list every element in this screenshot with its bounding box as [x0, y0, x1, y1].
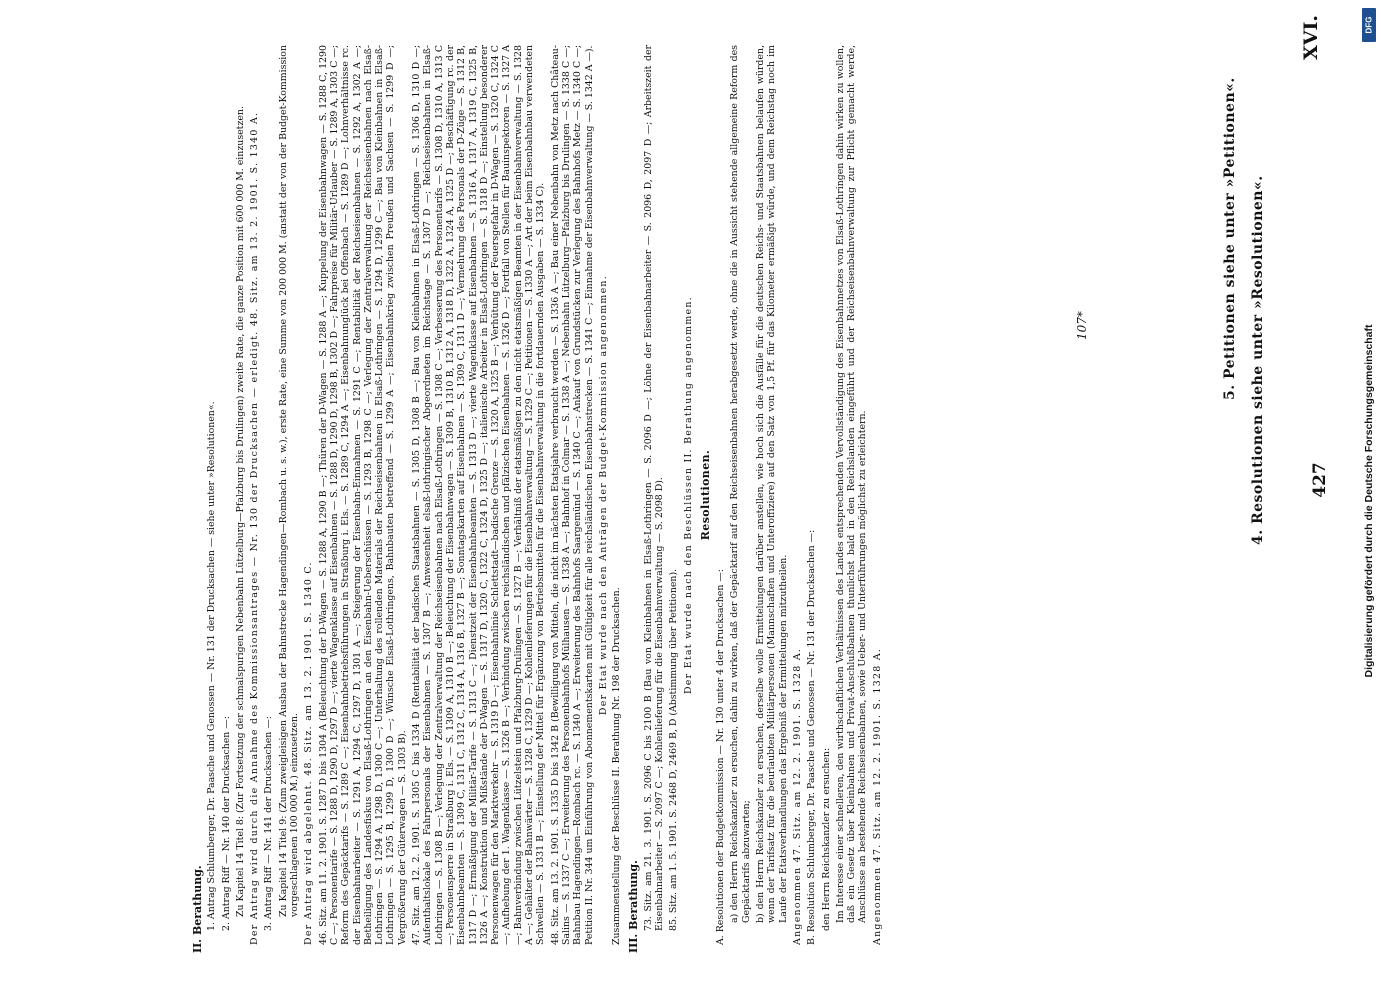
resolution-a-item-a: a) den Herrn Reichskanzler zu ersuchen, dahin zu wirken, daß der Gepäcktarif auf den Reichseisenbahnen herabgesetzt werde, ohne die in Aussicht stehende allgemeine Reform des Gepäcktarifs abzuwarten; — [729, 45, 752, 923]
resolution-a-result: Angenommen 47. Sitz. am 12. 2. 1901. S. 1328 A. — [791, 647, 803, 945]
entry-antrag-2-detail: Zu Kapitel 14 Titel 8: (Zur Fortsetzung der schmalspurigen Nebenbahn Lützelburg—Pfalzburg bis Drulingen) zweite Rate, die ganze Position mit 600 000 M. einzusetzen. — [234, 106, 246, 917]
entry-antrag-3: 3. Antrag Riff — Nr. 141 der Drucksachen —: — [263, 716, 275, 931]
dfg-logo-text: DFG — [1364, 16, 1374, 34]
summary-note: Zusammenstellung der Beschlüsse II. Berathung Nr. 198 der Drucksachen. — [611, 587, 623, 945]
signature-mark: 107* — [1075, 311, 1089, 340]
entry-antrag-1: 1. Antrag Schlumberger, Dr. Paasche und Genossen — Nr. 131 der Drucksachen — siehe unter »Resolutionen«. — [206, 401, 218, 931]
dfg-logo — [1362, 8, 1376, 42]
dfg-banner — [1361, 8, 1377, 993]
entry-sitzung-47: 47. Sitz. am 12. 2. 1901. S. 1305 C bis 1334 D (Rentabilität der badischen Staatsbahnen — S. 1305 D, 1308 B —; Bau von Kleinbahnen in Elsaß-Lothringen — S. 1306 D, 1310 D —; Aufenthaltslokale des Fahrpersonals der Eisenbahnen — S. 1307 B —; Anwesenheit elsaß-lothringischer Abgeordneten im Reichstage — S. 1307 D —; Reichseisenbahnen in Elsaß-Lothringen — S. 1308 B —; Verlegung der Zentralverwaltung der Reichseisenbahnen nach Elsaß-Lothringen — S. 1308 C —; Verbesserung des Personentarifs — S. 1308 D, 1310 A, 1313 C —; Personensperre in Straßburg i. Els. — S. 1309 A, 1310 B —; Beleuchtung der Eisenbahnwagen — S. 1309 B, 1310 B, 1312 A, 1318 D, 1322 A, 1324 A, 1325 D —; Beschäftigung rc. der Eisenbahnbeamten — S. 1309 C, 1311 C, 1312 C, 1314 A, 1316 B, 1327 B —; Sonntagskarten auf Eisenbahnen — S. 1309 C, 1311 D —; Vermehrung des Personals der D-Züge — S. 1312 B, 1317 D —; Ermäßigung der Militär-Tarife — S. 1313 C —; Dienstzeit der Eisenbahnbeamten — S. 1313 D —; vierte Wagenklasse auf Eisenbahnen — S. 1316 A, 1317 A, 1319 C, 1325 B, 1326 A —; Konstruktion und Mißstände der D-Wagen — S. 1317 D, 1320 C, 1322 C, 1324 D, 1325 D —; italienische Arbeiter in Elsaß-Lothringen — S. 1318 D —; Einstellung besonderer Personenwagen für den Marktverkehr — S. 1319 D —; Eisenbahnlinie Schlettstadt—badische Grenze — S. 1320 A, 1325 B —; Verhütung der Feuersgefahr in D-Wagen — S. 1320 C, 1324 C —; Aufhebung der 1. Wagenklasse — S. 1326 B —; Verbindung zwischen reichsländischen und pfälzischen Eisenbahnen — S. 1326 D —; Fortfall von Stellen für Bauinspektoren — S. 1327 A —; Bahnverbindung zwischen Lützelstein und Pfalzburg-Drulingen — S. 1327 B —; Verhältniß der etatsmäßigen zu den nicht etatsmäßigen Beamten in der Eisenbahnverwaltung — S. 1328 A —; Gehälter der Bahnwärter — S. 1328 C, 1329 D —; Kohlenlieferungen für die Eisenbahnverwaltung — S. 1329 C —; Petitionen — S. 1330 A —; Art der beim Eisenbahnbau verwendeten Schwellen — S. 1331 B —; Einstellung der Mittel für Ergänzung von Betriebsmitteln für die Eisenbahnverwaltung in die fortdauernden Ausgaben — S. 1334 C). — [411, 45, 547, 945]
entry-antrag-2: 2. Antrag Riff — Nr. 140 der Drucksachen —: — [220, 716, 232, 931]
volume-number: XVI. — [1300, 15, 1322, 60]
resolution-a-item-b: b) den Herrn Reichskanzler zu ersuchen, derselbe wolle Ermittelungen darüber anstellen, wie hoch sich die Ausfälle für die deutschen Reichs- und Staatsbahnen belaufen würden, wenn der Tarifsatz für die beurlaubten Militärpersonen (Mannschaften und Unteroffiziere) auf den Satz von 1,5 Pf. für das Kilometer ermäßigt würde, und dem Reichstag noch im Laufe der Etatsverhandlungen das Ergebniß der Ermittelungen mitzutheilen. — [755, 45, 789, 923]
main-text-column — [190, 45, 886, 953]
entry-antrag-3-detail: Zu Kapitel 14 Titel 9: (Zum zweigleisigen Ausbau der Bahnstrecke Hagendingen—Rombach u. s. w.), erste Rate, eine Summe von 200 000 M. (anstatt der von der Budget-Kommission vorgeschlagenen 100 000 M.) einzusetzen. — [277, 45, 301, 917]
resolutionen-title: Resolutionen. — [698, 449, 712, 541]
etat-note-third-reading: Der Etat wurde nach den Beschlüssen II. Berathung angenommen. — [682, 296, 694, 695]
entry-sitzung-46: 46. Sitz. am 11. 2. 1901. S. 1287 D bis 1304 A (Beleuchtung der D-Wagen — S. 1288 A, 1290 B —; Thüren der D-Wagen — S. 1288 A —; Kuppelung der Eisenbahnwagen — S. 1288 C, 1290 C —; Personentarife — S. 1288 D, 1290 D, 1297 D —; vierte Wagenklasse auf Eisenbahnen — S. 1288 D, 1290 D, 1298 B, 1302 D —; Fahrpreise für Militär-Urlauber — S. 1289 A, 1303 C —; Reform des Gepäcktarifs — S. 1289 C —; Eisenbahnbetriebsführungen in Straßburg i. Els. — S. 1289 C, 1294 A —; Eisenbahnunglück bei Offenbach — S. 1289 D —; Lohnverhältnisse rc. der Eisenbahnarbeiter — S. 1291 A, 1294 C, 1297 D, 1301 A —; Steigerung der Eisenbahn-Einnahmen — S. 1291 C —; Rentabilität der Reichseisenbahnen — S. 1292 A, 1302 A —; Betheiligung des Landesfiskus von Elsaß-Lothringen an den Eisenbahn-Ueberschüssen — S. 1293 B, 1298 C —; Verlegung der Zentralverwaltung der Reichseisenbahnen nach Elsaß-Lothringen — S. 1294 A, 1298 D, 1300 C —; Unterhaltung des rollenden Materials der Reichseisenbahnen in Elsaß-Lothringen — S. 1294 D, 1299 C —; Bau von Kleinbahnen in Elsaß-Lothringen — S. 1295 B, 1299 D, 1300 D —; Wünsche Elsaß-Lothringens, Bahnbauten betreffend — S. 1299 A —; Eisenbahnkrieg zwischen Preußen und Sachsen — S. 1299 D —; Vergrößerung der Güterwagen — S. 1303 B). — [317, 45, 408, 945]
entry-antrag-3-result: Der Antrag wird abgelehnt. 48. Sitz. am 13. 2. 1901. S. 1340 C. — [303, 561, 315, 945]
section-title-third-reading: III. Berathung. — [627, 860, 641, 953]
heading-resolutionen-ref: 4. Resolutionen siehe unter »Resolutionen«. — [1250, 175, 1266, 545]
etat-note-second-reading: Der Etat wurde nach den Anträgen der Budget-Kommission angenommen. — [597, 274, 609, 716]
resolution-a-intro: A. Resolutionen der Budgetkommission — Nr. 130 unter 4 der Drucksachen —: — [715, 569, 727, 945]
entry-sitzung-48: 48. Sitz. am 13. 2. 1901. S. 1335 D bis 1342 B (Bewilligung von Mitteln, die nicht im nächsten Etatsjahre verbraucht werden — S. 1336 A —; Bau einer Nebenbahn von Metz nach Château-Salins — S. 1337 C —; Erweiterung des Personenbahnhofs Mülhausen — S. 1338 A —; Bahnhof in Colmar — S. 1338 A —; Nebenbahn Lützelburg—Pfalzburg bis Drulingen — S. 1338 C —; Bahnbau Hagendingen—Rombach rc. — S. 1340 A —; Erweiterung des Bahnhofs Saargemünd — S. 1340 C —; Ankauf von Grundstücken zur Verlegung des Bahnhofs Metz — S. 1340 C —; Petition II. Nr. 344 um Einführung von Abonnementskarten mit Gültigkeit für alle reichsländischen Eisenbahnstrecken — S. 1341 C —; Einnahme der Eisenbahnverwaltung — S. 1342 A —). — [549, 45, 595, 945]
heading-petitionen-ref: 5. Petitionen siehe unter »Petitionen«. — [1222, 77, 1238, 400]
entry-sitzung-73: 73. Sitz. am 21. 3. 1901. S. 2096 C bis 2100 B (Bau von Kleinbahnen in Elsaß-Lothringen — S. 2096 D —; Löhne der Eisenbahnarbeiter — S. 2096 D, 2097 D —; Arbeitszeit der Eisenbahnarbeiter — S. 2097 C —; Kohlenlieferung für die Eisenbahnverwaltung — S. 2098 D). — [642, 45, 665, 931]
resolution-b-intro: B. Resolution Schlumberger, Dr. Paasche und Genossen — Nr. 131 der Drucksachen —: — [806, 529, 818, 945]
entry-antrag-2-result: Der Antrag wird durch die Annahme des Kommissionsantrages — Nr. 130 der Drucksachen — erledigt. 48. Sitz. am 13. 2. 1901. S. 1340 A. — [249, 111, 261, 945]
entry-sitzung-85: 85. Sitz. am 1. 5. 1901. S. 2468 D, 2469 B, D (Abstimmung über Petitionen). — [668, 568, 680, 931]
resolution-b-result: Angenommen 47. Sitz. am 12. 2. 1901. S. 1328 A. — [871, 647, 883, 945]
resolution-b-sub: den Herrn Reichskanzler zu ersuchen: — [820, 747, 832, 931]
page-number: 427 — [1310, 462, 1330, 498]
dfg-banner-text: Digitalisierung gefördert durch die Deutsche Forschungsgemeinschaft — [1363, 324, 1375, 677]
section-title-second-reading: II. Berathung. — [191, 865, 204, 953]
resolution-b-text: Im Interesse einer schnelleren, den wirthschaftlichen Verhältnissen des Landes entsprechenden Vervollständigung des Eisenbahnnetzes von Elsaß-Lothringen dahin wirken zu wollen, daß ein Gesetz über Kleinbahnen und Privat-Anschlußbahnen thunlichst bald in den Reichslanden eingeführt und der Reichseisenbahnverwaltung zur Pflicht gemacht werde, Anschlüsse an bestehende Reichseisenbahnen, sowie Ueber- und Unterführungen möglichst zu erleichtern. — [834, 45, 869, 923]
